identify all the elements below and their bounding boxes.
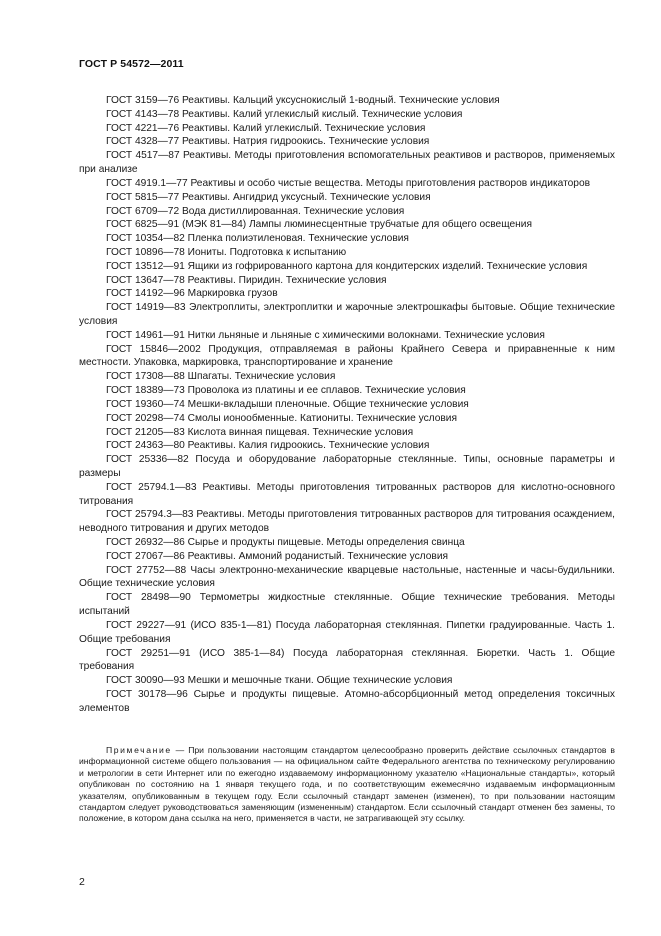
note-label: Примечание [106,745,172,755]
reference-item: ГОСТ 14919—83 Электроплиты, электроплитки и жарочные электрошкафы бытовые. Общие технические условия [79,302,615,327]
reference-item: ГОСТ 14961—91 Нитки льняные и льняные с химическими волокнами. Технические условия [106,329,545,341]
reference-item: ГОСТ 4517—87 Реактивы. Методы приготовления вспомогательных реактивов и растворов, применяемых при анализе [79,150,615,176]
reference-item: ГОСТ 13647—78 Реактивы. Пиридин. Технические условия [106,274,387,286]
normative-references-list [79,94,615,716]
reference-item: ГОСТ 25336—82 Посуда и оборудование лабораторные стеклянные. Типы, основные параметры и размеры [79,454,615,479]
reference-item: ГОСТ 29251—91 (ИСО 385-1—84) Посуда лабораторная стеклянная. Бюретки. Часть 1. Общие требования [79,647,615,673]
reference-item: ГОСТ 18389—73 Проволока из платины и ее сплавов. Технические условия [106,385,466,397]
reference-item: ГОСТ 30090—93 Мешки и мешочные ткани. Общие технические условия [106,675,453,687]
reference-item: ГОСТ 3159—76 Реактивы. Кальций уксуснокислый 1-водный. Технические условия [106,95,500,106]
reference-item: ГОСТ 27067—86 Реактивы. Аммоний роданистый. Технические условия [106,550,449,562]
reference-item: ГОСТ 17308—88 Шпагаты. Технические условия [106,371,336,383]
reference-item: ГОСТ 30178—96 Сырье и продукты пищевые. Атомно-абсорбционный метод определения токсичных элементов [79,688,615,714]
reference-item: ГОСТ 5815—77 Реактивы. Ангидрид уксусный. Технические условия [106,191,431,203]
reference-item: ГОСТ 24363—80 Реактивы. Калия гидроокись. Технические условия [106,440,430,452]
reference-item: ГОСТ 6825—91 (МЭК 81—84) Лампы люминесцентные трубчатые для общего освещения [106,219,532,231]
reference-item: ГОСТ 15846—2002 Продукция, отправляемая в районы Крайнего Севера и приравненные к ним местности. Упаковка, маркировка, транспортирование и хранение [79,343,615,369]
reference-item: ГОСТ 21205—83 Кислота винная пищевая. Технические условия [106,426,414,438]
reference-item: ГОСТ 19360—74 Мешки-вкладыши пленочные. Общие технические условия [106,398,469,410]
reference-item: ГОСТ 28498—90 Термометры жидкостные стеклянные. Общие технические требования. Методы испытаний [79,592,615,618]
reference-item: ГОСТ 13512—91 Ящики из гофрированного картона для кондитерских изделий. Технические условия [106,260,588,272]
document-code-header: ГОСТ Р 54572—2011 [79,58,184,70]
reference-item: ГОСТ 10896—78 Иониты. Подготовка к испытанию [106,246,347,258]
reference-item: ГОСТ 14192—96 Маркировка грузов [106,288,278,300]
reference-item: ГОСТ 4919.1—77 Реактивы и особо чистые вещества. Методы приготовления растворов индикаторов [106,177,591,189]
note-text: — При пользовании настоящим стандартом целесообразно проверить действие ссылочных стандартов в информационной системе общего пользования — на официальном сайте Федерального агентства по техническому регулированию и метрологии в сети Интернет или по ежегодно издаваемому информационному указателю «Национальные стандарты», который опубликован по состоянию на 1 января текущего года, и по соответствующим ежемесячно издаваемым информационным указателям, опубликованным в текущем году. Если ссылочный стандарт заменен (изменен), то при пользовании настоящим стандартом следует руководствоваться заменяющим (измененным) стандартом. Если ссылочный стандарт отменен без замены, то положение, в котором дана ссылка на него, применяется в части, не затрагивающей эту ссылку. [79,745,615,824]
reference-item: ГОСТ 26932—86 Сырье и продукты пищевые. Методы определения свинца [106,537,465,548]
reference-item: ГОСТ 4221—76 Реактивы. Калий углекислый. Технические условия [106,122,426,134]
reference-item: ГОСТ 4143—78 Реактивы. Калий углекислый кислый. Технические условия [106,108,463,120]
page-number: 2 [79,876,85,888]
reference-item: ГОСТ 27752—88 Часы электронно-механические кварцевые настольные, настенные и часы-будильники. Общие технические условия [79,564,615,590]
reference-item: ГОСТ 4328—77 Реактивы. Натрия гидроокись. Технические условия [106,136,430,148]
reference-item: ГОСТ 25794.1—83 Реактивы. Методы приготовления титрованных растворов для кислотно-основного титрования [79,481,615,507]
reference-item: ГОСТ 6709—72 Вода дистиллированная. Технические условия [106,205,405,217]
reference-item: ГОСТ 25794.3—83 Реактивы. Методы приготовления титрованных растворов для титрования осаждением, неводного титрования и других методов [79,509,615,535]
reference-item: ГОСТ 10354—82 Пленка полиэтиленовая. Технические условия [106,233,409,245]
reference-item: ГОСТ 20298—74 Смолы ионообменные. Катиониты. Технические условия [106,412,458,424]
reference-item: ГОСТ 29227—91 (ИСО 835-1—81) Посуда лабораторная стеклянная. Пипетки градуированные. Часть 1. Общие требования [79,619,615,645]
note-paragraph [79,745,615,825]
